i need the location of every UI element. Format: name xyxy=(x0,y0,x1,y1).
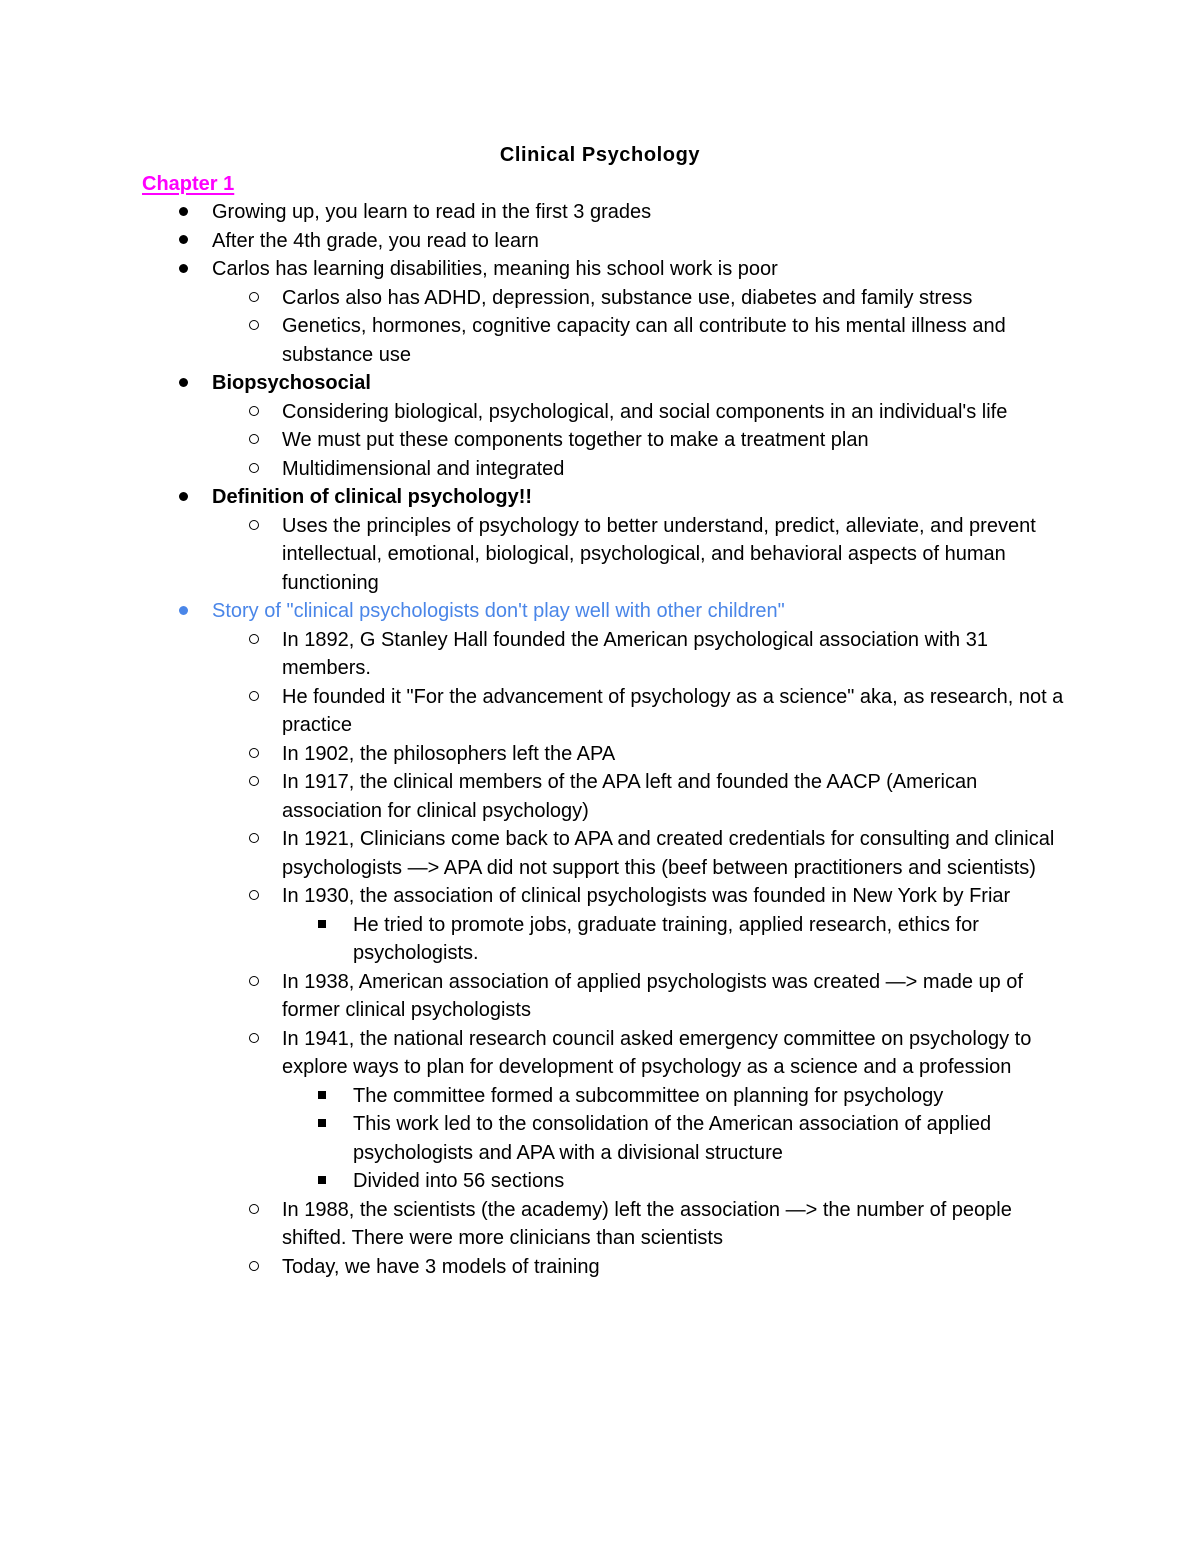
bullet-item-level-1 xyxy=(0,198,1072,227)
bullet-item-level-1 xyxy=(0,483,1072,512)
bullet-text: In 1930, the association of clinical psychologists was founded in New York by Friar xyxy=(282,885,1011,907)
hollow-circle-bullet-icon xyxy=(244,284,264,313)
hollow-circle-bullet-icon xyxy=(244,740,264,769)
bullet-item-level-1 xyxy=(0,597,1072,626)
hollow-circle-bullet-icon xyxy=(244,768,264,797)
bullet-text: Definition of clinical psychology!! xyxy=(212,486,533,508)
bullet-text: The committee formed a subcommittee on planning for psychology xyxy=(353,1084,944,1107)
bullet-text: Today, we have 3 models of training xyxy=(282,1255,600,1278)
bullet-text: Genetics, hormones, cognitive capacity can all contribute to his mental illness and substance use xyxy=(282,315,1006,366)
hollow-circle-bullet-icon xyxy=(244,882,264,911)
bullet-item-level-2 xyxy=(0,512,1072,598)
hollow-circle-bullet-icon xyxy=(244,1025,264,1054)
bullet-item-level-2 xyxy=(0,312,1072,369)
bullet-item-level-1 xyxy=(0,255,1072,284)
filled-square-bullet-icon xyxy=(312,1110,332,1139)
bullet-item-level-3 xyxy=(0,1082,1073,1111)
bullet-item-level-2 xyxy=(0,683,1072,740)
hollow-circle-bullet-icon xyxy=(244,626,264,655)
hollow-circle-bullet-icon xyxy=(244,426,264,455)
hollow-circle-bullet-icon xyxy=(244,683,264,712)
bullet-text: Divided into 56 sections xyxy=(353,1170,565,1192)
bullet-item-level-2 xyxy=(0,968,1072,1025)
bullet-item-level-2 xyxy=(0,1196,1072,1253)
bullet-item-level-3 xyxy=(0,1167,1073,1196)
bullet-text: Growing up, you learn to read in the first 3 grades xyxy=(212,201,652,223)
bullet-text: Uses the principles of psychology to better understand, predict, alleviate, and prevent intellectual, emotional, biological, psychological, and behavioral aspects of human functioning xyxy=(282,514,1036,594)
document-title: Clinical Psychology xyxy=(499,144,701,166)
bullet-item-level-3 xyxy=(0,1110,1073,1167)
hollow-circle-bullet-icon xyxy=(244,1196,264,1225)
hollow-circle-bullet-icon xyxy=(244,512,264,541)
bullet-item-level-3 xyxy=(0,911,1073,968)
hollow-circle-bullet-icon xyxy=(244,312,264,341)
bullet-text: We must put these components together to make a treatment plan xyxy=(282,429,869,451)
bullet-text: In 1921, Clinicians come back to APA and created credentials for consulting and clinical psychologists —> APA did not support this (beef between practitioners and scientists) xyxy=(282,828,1055,879)
bullet-item-level-1 xyxy=(0,369,1072,398)
filled-circle-bullet-icon xyxy=(173,255,193,284)
bullet-text: In 1892, G Stanley Hall founded the American psychological association with 31 members. xyxy=(282,628,988,679)
bullet-text: He founded it "For the advancement of psychology as a science" aka, as research, not a practice xyxy=(282,685,1064,736)
hollow-circle-bullet-icon xyxy=(244,825,264,854)
bullet-text: In 1938, American association of applied psychologists was created —> made up of former clinical psychologists xyxy=(282,970,1023,1021)
filled-circle-bullet-icon xyxy=(173,483,193,512)
hollow-circle-bullet-icon xyxy=(244,968,264,997)
bullet-text: He tried to promote jobs, graduate training, applied research, ethics for psychologists. xyxy=(353,913,979,964)
bullet-item-level-2 xyxy=(0,882,1072,911)
bullet-text: After the 4th grade, you read to learn xyxy=(212,229,539,252)
bullet-item-level-2 xyxy=(0,455,1072,484)
hollow-circle-bullet-icon xyxy=(244,455,264,484)
chapter-heading: Chapter 1 xyxy=(142,173,235,195)
bullet-item-level-2 xyxy=(0,825,1072,882)
bullet-text: Considering biological, psychological, and social components in an individual's life xyxy=(282,400,1008,423)
bullet-text: Multidimensional and integrated xyxy=(282,457,565,480)
bullet-text: In 1917, the clinical members of the APA left and founded the AACP (American association for clinical psychology) xyxy=(282,771,978,822)
bullet-item-level-1 xyxy=(0,227,1072,256)
bullet-text: In 1902, the philosophers left the APA xyxy=(282,742,616,765)
filled-circle-bullet-icon xyxy=(173,597,193,626)
bullet-text: Biopsychosocial xyxy=(212,372,371,394)
bullet-item-level-2 xyxy=(0,426,1072,455)
bullet-text: Story of "clinical psychologists don't play well with other children" xyxy=(212,600,785,622)
bullet-item-level-2 xyxy=(0,768,1072,825)
bullet-text: This work led to the consolidation of the American association of applied psychologists and APA with a divisional structure xyxy=(353,1113,992,1164)
filled-square-bullet-icon xyxy=(312,911,332,940)
filled-circle-bullet-icon xyxy=(173,369,193,398)
filled-circle-bullet-icon xyxy=(173,227,193,256)
filled-square-bullet-icon xyxy=(312,1082,332,1111)
hollow-circle-bullet-icon xyxy=(244,398,264,427)
notes-list xyxy=(0,198,1200,1281)
hollow-circle-bullet-icon xyxy=(244,1253,264,1282)
filled-square-bullet-icon xyxy=(312,1167,332,1196)
bullet-text: Carlos has learning disabilities, meaning his school work is poor xyxy=(212,258,778,280)
bullet-item-level-2 xyxy=(0,1253,1072,1282)
bullet-item-level-2 xyxy=(0,398,1072,427)
bullet-text: In 1988, the scientists (the academy) left the association —> the number of people shifted. There were more clinicians than scientists xyxy=(282,1198,1012,1249)
bullet-item-level-2 xyxy=(0,1025,1072,1082)
bullet-text: In 1941, the national research council asked emergency committee on psychology to explore ways to plan for development of psychology as a science and a profession xyxy=(282,1027,1032,1078)
bullet-item-level-2 xyxy=(0,626,1072,683)
bullet-text: Carlos also has ADHD, depression, substance use, diabetes and family stress xyxy=(282,286,973,309)
bullet-item-level-2 xyxy=(0,740,1072,769)
bullet-item-level-2 xyxy=(0,284,1072,313)
filled-circle-bullet-icon xyxy=(173,198,193,227)
